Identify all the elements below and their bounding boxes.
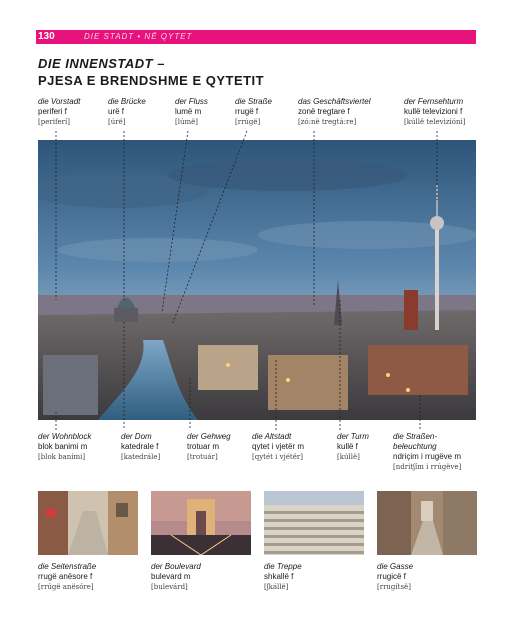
stairs-photo <box>264 491 364 555</box>
word-albanian: kullë televizioni f <box>404 107 463 116</box>
boulevard-photo <box>151 491 251 555</box>
label-bridge <box>108 97 146 127</box>
side-street-photo <box>38 491 138 555</box>
page-number: 130 <box>38 31 55 42</box>
word-pronunciation: [bulevárd] <box>151 583 188 591</box>
word-albanian: rrugicë f <box>377 572 406 581</box>
word-albanian: katedrale f <box>121 442 159 451</box>
label-tower <box>337 432 369 462</box>
word-albanian: rrugë f <box>235 107 259 116</box>
word-german: die Treppe <box>264 562 302 571</box>
word-german: die Altstadt <box>252 432 292 441</box>
word-pronunciation: [rrugítsë] <box>377 583 411 591</box>
label-side-street <box>38 562 96 592</box>
word-german: die Seitenstraße <box>38 562 97 571</box>
word-albanian: ndriçim i rrugëve m <box>393 452 462 461</box>
label-business-district <box>298 97 370 127</box>
word-german-line-2: beleuchtung <box>393 442 437 451</box>
word-pronunciation: [úrë] <box>108 118 126 126</box>
label-tv-tower <box>404 97 465 127</box>
label-cathedral <box>121 432 160 462</box>
word-german: die Vorstadt <box>38 97 81 106</box>
alley-photo <box>377 491 477 555</box>
label-stairs <box>264 562 302 592</box>
city-panorama-photo <box>38 140 476 420</box>
word-german: der Fernsehturm <box>404 97 464 106</box>
word-pronunciation: [qytét i vjétër] <box>252 453 303 461</box>
word-pronunciation: [rrúgë anësóre] <box>38 583 94 591</box>
label-apartment-block <box>38 432 91 462</box>
title-albanian: PJESA E BRENDSHME E QYTETIT <box>38 73 265 88</box>
label-sidewalk <box>187 432 231 462</box>
label-street-lighting <box>393 432 461 472</box>
word-albanian: lumë m <box>175 107 202 116</box>
word-german: die Gasse <box>377 562 414 571</box>
word-albanian: qytet i vjetër m <box>252 442 305 451</box>
label-boulevard <box>151 562 201 592</box>
word-albanian: periferi f <box>38 107 67 116</box>
label-street <box>235 97 272 127</box>
label-river <box>175 97 208 127</box>
word-albanian: blok banimi m <box>38 442 88 451</box>
word-pronunciation: [lúmë] <box>175 118 198 126</box>
title-german: DIE INNENSTADT – <box>38 56 165 71</box>
word-german-line-1: die Straßen- <box>393 432 438 441</box>
word-pronunciation: [zó:në tregtá:re] <box>298 118 357 126</box>
word-german: der Dom <box>121 432 152 441</box>
word-albanian: bulevard m <box>151 572 191 581</box>
word-pronunciation: [kúllë] <box>337 453 360 461</box>
word-pronunciation: [kúllë televizióni] <box>404 118 466 126</box>
word-albanian: shkallë f <box>264 572 294 581</box>
label-alley <box>377 562 413 592</box>
word-albanian: kullë f <box>337 442 358 451</box>
word-german: die Straße <box>235 97 272 106</box>
section-topic: DIE STADT • NË QYTET <box>84 32 193 41</box>
word-pronunciation: [rrúgë] <box>235 118 261 126</box>
word-german: das Geschäftsviertel <box>298 97 371 106</box>
word-german: der Fluss <box>175 97 208 106</box>
word-pronunciation: [blok baními] <box>38 453 86 461</box>
word-albanian: trotuar m <box>187 442 220 451</box>
word-pronunciation: [periferí] <box>38 118 70 126</box>
word-albanian: zonë tregtare f <box>298 107 350 116</box>
word-pronunciation: [katedrále] <box>121 453 161 461</box>
word-german: die Brücke <box>108 97 146 106</box>
word-albanian: rrugë anësore f <box>38 572 93 581</box>
word-german: der Wohnblock <box>38 432 92 441</box>
word-pronunciation: [ʃkállë] <box>264 583 289 591</box>
word-german: der Turm <box>337 432 369 441</box>
word-pronunciation: [trotuár] <box>187 453 218 461</box>
word-german: der Gehweg <box>187 432 231 441</box>
label-suburb <box>38 97 80 127</box>
word-albanian: urë f <box>108 107 125 116</box>
word-german: der Boulevard <box>151 562 201 571</box>
word-pronunciation: [ndritʃím i rrúgëve] <box>393 463 462 471</box>
label-old-town <box>252 432 304 462</box>
